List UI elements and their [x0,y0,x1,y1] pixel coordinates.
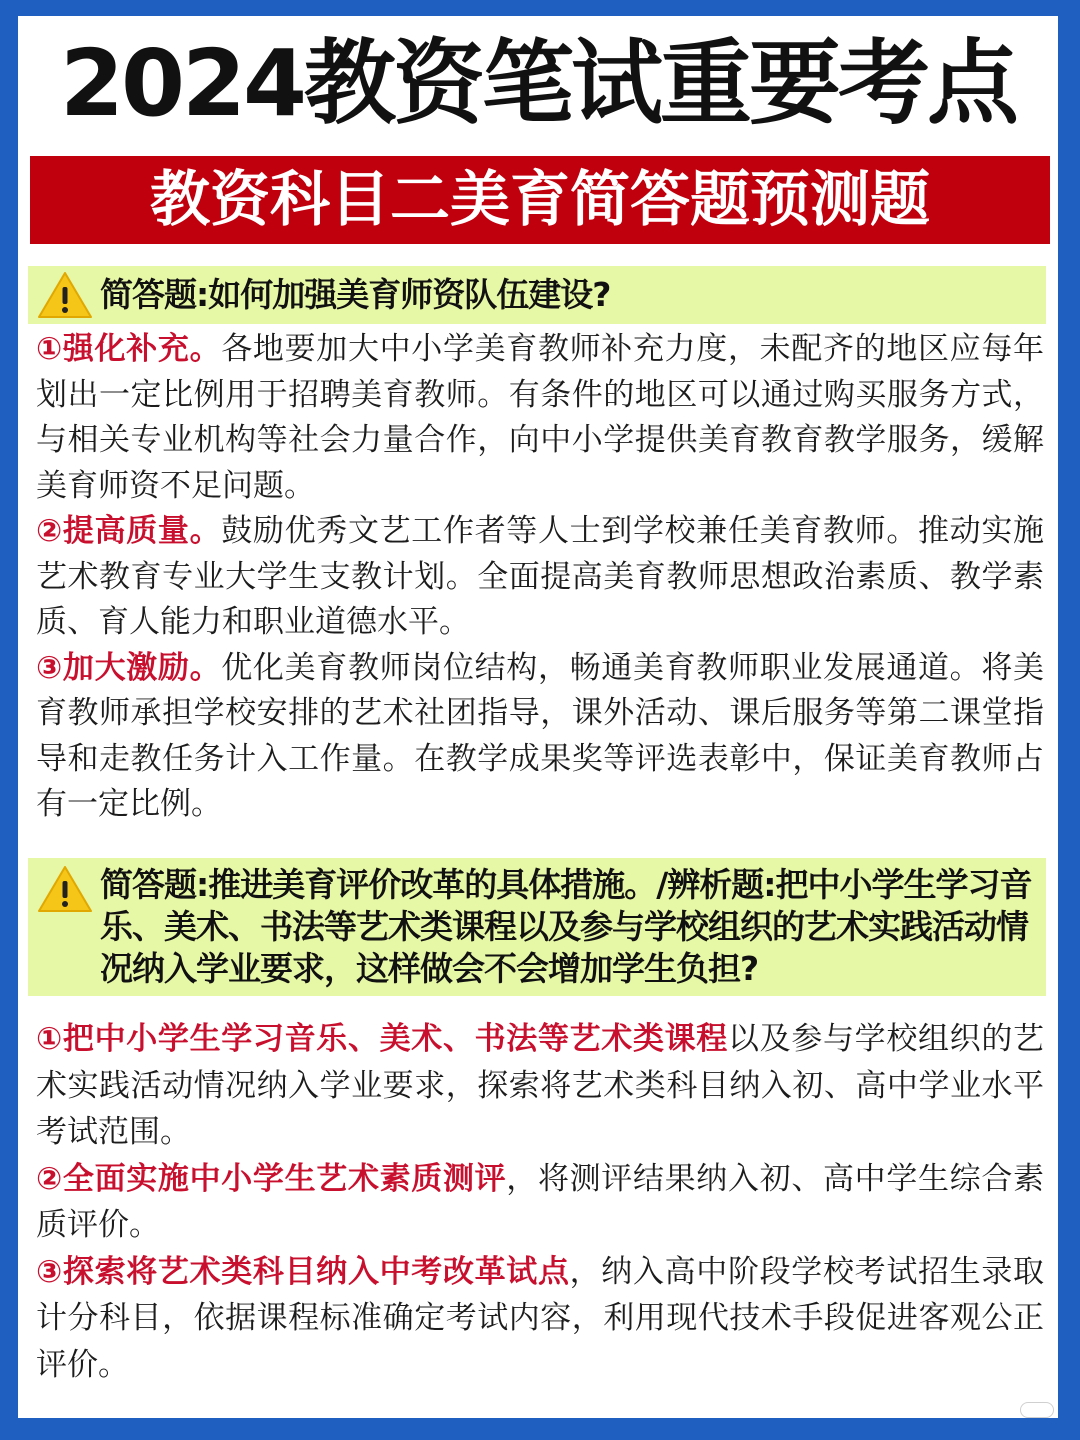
answer-lead: ①强化补充。 [36,331,222,367]
answer-item [36,509,1044,646]
page-title: 2024教资笔试重要考点 [59,30,1017,137]
question-box-1 [28,266,1046,324]
question-text: 简答题:如何加强美育师资队伍建设? [100,275,611,314]
subtitle-banner: 教资科目二美育简答题预测题 [30,156,1050,244]
answer-item [36,646,1044,828]
warning-icon [36,270,94,320]
answer-lead: ②提高质量。 [36,513,222,549]
answer-text: 鼓励优秀文艺工作者等人士到学校兼任美育教师。推动实施艺术教育专业大学生支教计划。全面提高美育教师思想政治素质、教学素质、育人能力和职业道德水平。 [36,513,1044,640]
answer-block-2 [36,1016,1044,1388]
answer-text: ，纳入高中阶段学校考试招生录取计分科目，依据课程标准确定考试内容，利用现代技术手段促进客观公正评价。 [36,1253,1044,1383]
answer-lead: ①把中小学生学习音乐、美术、书法等艺术类课程 [36,1021,728,1057]
warning-icon [36,864,94,914]
answer-item [36,1016,1044,1156]
answer-text: 各地要加大中小学美育教师补充力度，未配齐的地区应每年划出一定比例用于招聘美育教师。有条件的地区可以通过购买服务方式，与相关专业机构等社会力量合作，向中小学提供美育教育教学服务，缓解美育师资不足问题。 [36,331,1044,504]
question-box-2 [28,858,1046,996]
answer-text: 以及参与学校组织的艺术实践活动情况纳入学业要求，探索将艺术类科目纳入初、高中学业水平考试范围。 [36,1021,1045,1150]
answer-item [36,1249,1044,1389]
answer-lead: ②全面实施中小学生艺术素质测评 [36,1160,507,1197]
answer-text: 优化美育教师岗位结构，畅通美育教师职业发展通道。将美育教师承担学校安排的艺术社团指导，课外活动、课后服务等第二课堂指导和走教任务计入工作量。在教学成果奖等评选表彰中，保证美育教师占有一定比例。 [36,649,1044,822]
answer-lead: ③加大激励。 [36,649,222,686]
answer-text: ，将测评结果纳入初、高中学生综合素质评价。 [36,1160,1045,1243]
answer-item [36,1156,1044,1249]
answer-item [36,327,1044,509]
watermark-mark [1020,1402,1054,1418]
answer-block-1 [36,327,1044,828]
question-text: 简答题:推进美育评价改革的具体措施。/辨析题:把中小学生学习音乐、美术、书法等艺术类课程以及参与学校组织的艺术实践活动情况纳入学业要求，这样做会不会增加学生负担? [100,865,1032,988]
answer-lead: ③探索将艺术类科目纳入中考改革试点 [36,1253,570,1290]
